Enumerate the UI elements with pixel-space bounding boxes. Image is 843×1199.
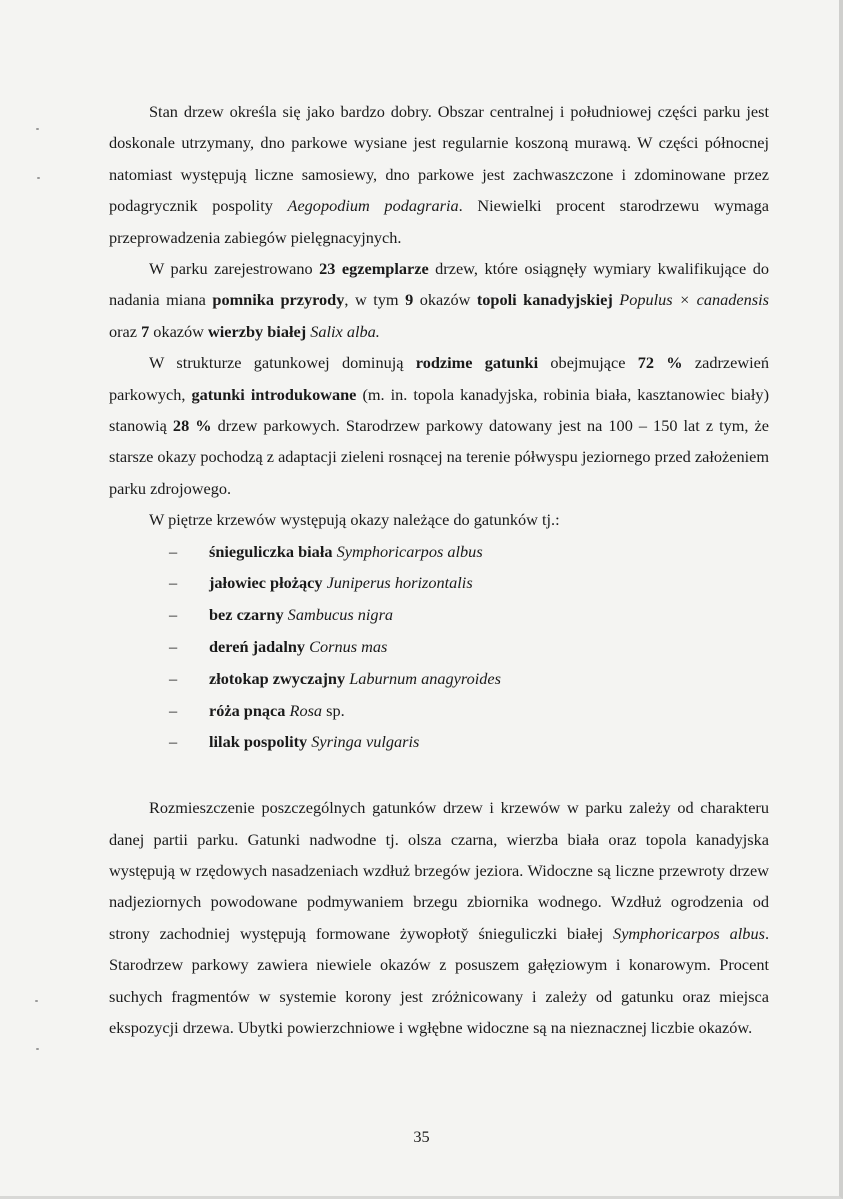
- paragraph-distribution: [109, 792, 769, 1043]
- text-run: okazów: [149, 321, 209, 341]
- shrub-latin-name: Syringa vulgaris: [311, 732, 420, 752]
- shrub-list-item: [169, 663, 769, 695]
- shrub-list-item: [169, 695, 769, 727]
- shrub-latin-name: Sambucus nigra: [287, 605, 394, 625]
- list-dash: –: [169, 700, 178, 720]
- paragraph-monuments: [109, 253, 769, 347]
- text-run: , w tym: [344, 290, 406, 310]
- text-run: (m. in. topola kanadyjska, robinia biała, kasztanowiec biały) stanowią: [109, 384, 769, 436]
- latin-name: Salix alba.: [310, 321, 380, 341]
- paragraph-species-structure: [109, 347, 769, 504]
- text-run: okazów: [413, 290, 477, 310]
- scan-speck: [35, 1000, 38, 1002]
- shrub-common-name: róża pnąca: [209, 700, 286, 720]
- text-run: . Starodrzew parkowy zawiera niewiele okazów z posuszem gałęziowym i konarowym. Procent suchych fragmentów w systemie korony jest zróżnicowany i zależy od gatunku oraz miejsca ekspozycji drzewa. Ubytki powierzchniowe i wgłębne widoczne są na nieznacznej liczbie okazów.: [109, 923, 770, 1038]
- scan-speck: [36, 128, 39, 130]
- scan-speck: [37, 177, 40, 179]
- text-run: Rozmieszczenie poszczególnych gatunków drzew i krzewów w parku zależy od charakteru danej partii parku. Gatunki nadwodne tj. olsza czarna, wierzba biała oraz topola kanadyjska występują w rzędowych nasadzeniach wzdłuż brzegów jeziora. Widoczne są liczne przewroty drzew nadjeziornych powodowane podmywaniem brzegu zbiornika wodnego. Wzdłuż ogrodzenia od strony zachodniej występują formowane żywopłoty̆ śnieguliczki białej: [109, 798, 769, 943]
- shrub-list-item: [169, 631, 769, 663]
- latin-name: Populus × canadensis: [619, 290, 769, 310]
- list-dash: –: [169, 668, 178, 688]
- scan-speck: [36, 1048, 39, 1050]
- list-dash: –: [169, 637, 178, 657]
- paragraph-tree-condition: [109, 96, 769, 253]
- page-number: 35: [413, 1127, 430, 1146]
- bold-text: 9: [405, 290, 414, 310]
- shrub-common-name: bez czarny: [209, 605, 284, 625]
- text-run: W parku zarejestrowano: [149, 259, 320, 279]
- shrub-suffix: sp.: [322, 700, 345, 720]
- shrub-latin-name: Laburnum anagyroides: [349, 668, 501, 688]
- text-run: . Niewielki procent starodrzewu wymaga przeprowadzenia zabiegów pielęgnacyjnych.: [109, 196, 769, 247]
- bold-text: 23 egzemplarze: [319, 259, 429, 279]
- shrub-common-name: dereń jadalny: [209, 637, 306, 657]
- shrub-common-name: złotokap zwyczajny: [209, 668, 346, 688]
- latin-name: Aegopodium podagraria: [287, 196, 459, 216]
- text-run: W strukturze gatunkowej dominują: [149, 353, 416, 373]
- shrub-common-name: śnieguliczka biała: [209, 541, 333, 561]
- shrub-latin-name: Cornus mas: [309, 637, 388, 657]
- bold-text: rodzime gatunki: [415, 353, 539, 373]
- shrub-common-name: jałowiec płożący: [209, 573, 323, 593]
- bold-text: topoli kanadyjskiej: [476, 290, 613, 310]
- list-dash: –: [169, 573, 178, 593]
- text-run: drzew parkowych. Starodrzew parkowy datowany jest na 100 – 150 lat z tym, że starsze okazy pochodzą z adaptacji zieleni rosnącej na terenie półwyspu jeziornego przed założeniem parku zdrojowego.: [109, 416, 769, 498]
- paragraph-shrub-intro: W piętrze krzewów występują okazy należące do gatunków tj.:: [149, 510, 560, 530]
- shrub-latin-name: Juniperus horizontalis: [326, 573, 473, 593]
- list-dash: –: [169, 732, 178, 752]
- bold-text: wierzby białej: [208, 321, 307, 341]
- shrub-list-item: [169, 567, 769, 599]
- shrub-list-item: [169, 726, 769, 758]
- list-dash: –: [169, 605, 178, 625]
- bold-text: pomnika przyrody: [212, 290, 345, 310]
- bold-text: gatunki introdukowane: [191, 384, 357, 404]
- text-run: oraz: [109, 321, 142, 341]
- text-run: drzew, które osiągnęły wymiary kwalifikujące do nadania miana: [109, 259, 769, 310]
- latin-name: Symphoricarpos albus: [613, 923, 765, 943]
- body-text: [109, 96, 769, 1044]
- bold-text: 72 %: [637, 353, 683, 373]
- shrub-latin-name: Rosa: [289, 700, 323, 720]
- shrub-common-name: lilak pospolity: [209, 732, 308, 752]
- bold-text: 7: [141, 321, 150, 341]
- list-dash: –: [169, 541, 178, 561]
- shrub-list: [109, 536, 769, 759]
- shrub-list-item: [169, 536, 769, 568]
- text-run: zadrzewień parkowych,: [109, 353, 769, 404]
- shrub-latin-name: Symphoricarpos albus: [336, 541, 483, 561]
- text-run: Stan drzew określa się jako bardzo dobry. Obszar centralnej i południowej części parku jest doskonale utrzymany, dno parkowe wysiane jest regularnie koszoną murawą. W części północnej natomiast występują liczne samosiewy, dno parkowe jest zachwaszczone i zdominowane przez podagrycznik pospolity: [109, 102, 769, 216]
- bold-text: 28 %: [172, 416, 212, 436]
- text-run: obejmujące: [538, 353, 638, 373]
- shrub-list-item: [169, 599, 769, 631]
